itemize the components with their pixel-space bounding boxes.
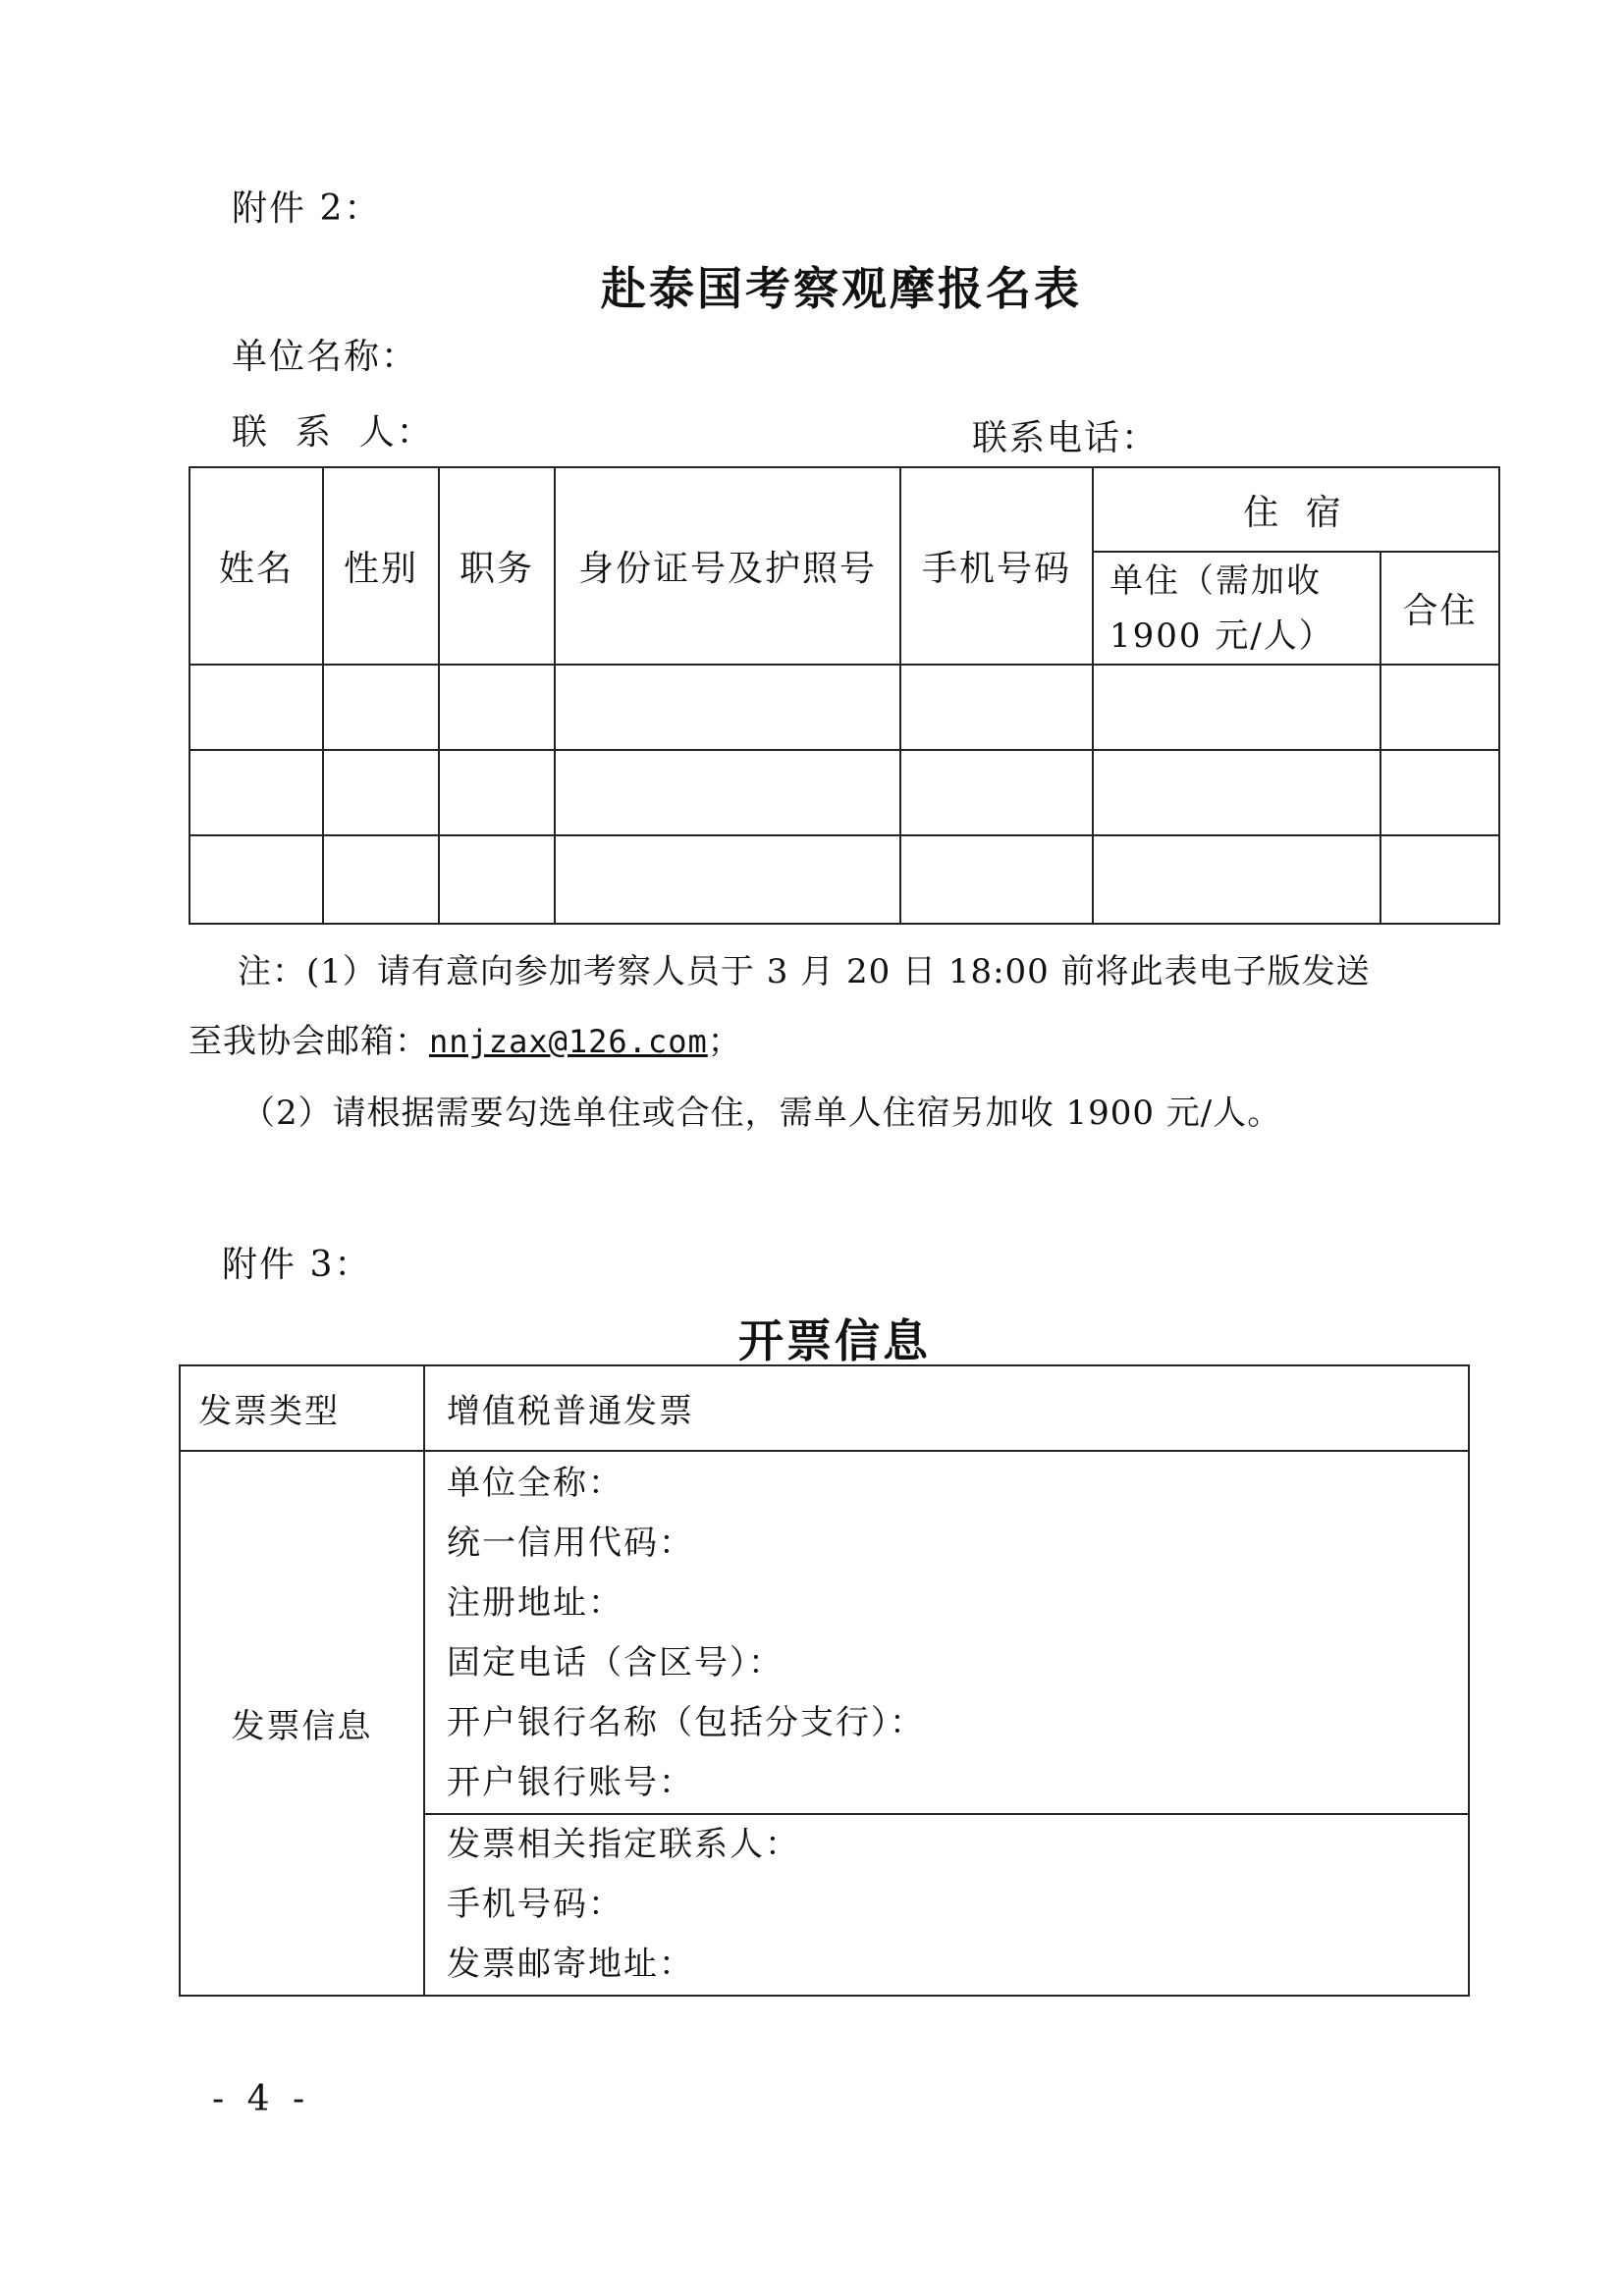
header-lodging: 住 宿 xyxy=(1093,467,1499,552)
table-cell[interactable] xyxy=(323,750,439,835)
attachment2-heading: 附件 2： xyxy=(232,188,382,229)
table-cell[interactable] xyxy=(1093,835,1380,924)
table-cell[interactable] xyxy=(439,835,555,924)
table-cell[interactable] xyxy=(1093,665,1380,750)
invoice-field-mobile[interactable]: 手机号码： xyxy=(447,1885,623,1924)
invoice-table xyxy=(179,1364,1470,1997)
table-cell[interactable] xyxy=(555,665,900,750)
table-cell[interactable] xyxy=(1380,835,1499,924)
invoice-info-label: 发票信息 xyxy=(180,1451,424,1996)
header-id-passport: 身份证号及护照号 xyxy=(555,467,900,665)
email-link[interactable]: nnjzax@126.com xyxy=(429,1023,708,1060)
contact-phone-label: 联系电话： xyxy=(972,418,1160,458)
invoice-type-label: 发票类型 xyxy=(180,1365,424,1451)
table-cell[interactable] xyxy=(555,750,900,835)
contact-person-label: 联 系 人： xyxy=(232,412,434,453)
invoice-field-bank-name[interactable]: 开户银行名称（包括分支行）： xyxy=(447,1703,925,1742)
registration-table xyxy=(189,466,1500,925)
invoice-field-company-name[interactable]: 单位全称： xyxy=(447,1464,623,1503)
table-cell[interactable] xyxy=(323,835,439,924)
table-cell[interactable] xyxy=(1093,750,1380,835)
table-cell[interactable] xyxy=(323,665,439,750)
table-cell[interactable] xyxy=(189,750,323,835)
email-prefix: 至我协会邮箱： xyxy=(189,1022,429,1061)
invoice-field-registered-address[interactable]: 注册地址： xyxy=(447,1583,623,1623)
invoice-type-value[interactable]: 增值税普通发票 xyxy=(424,1365,1469,1451)
table-cell[interactable] xyxy=(189,665,323,750)
attachment3-heading: 附件 3： xyxy=(222,1245,372,1285)
header-single-room: 单住（需加收1900 元/人） xyxy=(1093,552,1380,665)
table-cell[interactable] xyxy=(555,835,900,924)
page-number: - 4 - xyxy=(212,2079,311,2119)
invoice-field-credit-code[interactable]: 统一信用代码： xyxy=(447,1523,694,1563)
invoice-info-title: 开票信息 xyxy=(738,1314,931,1367)
header-name: 姓名 xyxy=(189,467,323,665)
invoice-info-fields xyxy=(424,1451,1469,1996)
header-gender: 性别 xyxy=(323,467,439,665)
table-row xyxy=(189,665,1499,750)
org-name-label: 单位名称： xyxy=(232,337,419,377)
table-cell[interactable] xyxy=(439,750,555,835)
table-cell[interactable] xyxy=(900,750,1093,835)
table-cell[interactable] xyxy=(900,665,1093,750)
table-row xyxy=(189,835,1499,924)
note-1-line-1: 注：(1）请有意向参加考察人员于 3 月 20 日 18:00 前将此表电子版发送 xyxy=(238,952,1371,991)
invoice-field-bank-account[interactable]: 开户银行账号： xyxy=(447,1763,694,1802)
note-2: （2）请根据需要勾选单住或合住，需单人住宿另加收 1900 元/人。 xyxy=(242,1094,1282,1133)
table-row xyxy=(189,750,1499,835)
invoice-field-mailing-address[interactable]: 发票邮寄地址： xyxy=(447,1945,694,1984)
table-cell[interactable] xyxy=(189,835,323,924)
header-shared-room: 合住 xyxy=(1380,552,1499,665)
registration-form-title: 赴泰国考察观摩报名表 xyxy=(601,262,1082,315)
table-cell[interactable] xyxy=(1380,750,1499,835)
invoice-contact-section xyxy=(425,1813,1468,1995)
note-1-line-2 xyxy=(189,1014,742,1062)
header-position: 职务 xyxy=(439,467,555,665)
header-mobile: 手机号码 xyxy=(900,467,1093,665)
table-cell[interactable] xyxy=(439,665,555,750)
table-cell[interactable] xyxy=(900,835,1093,924)
invoice-field-contact-person[interactable]: 发票相关指定联系人： xyxy=(447,1825,800,1864)
table-cell[interactable] xyxy=(1380,665,1499,750)
email-suffix: ； xyxy=(707,1022,742,1061)
invoice-field-landline[interactable]: 固定电话（含区号）： xyxy=(447,1643,784,1682)
